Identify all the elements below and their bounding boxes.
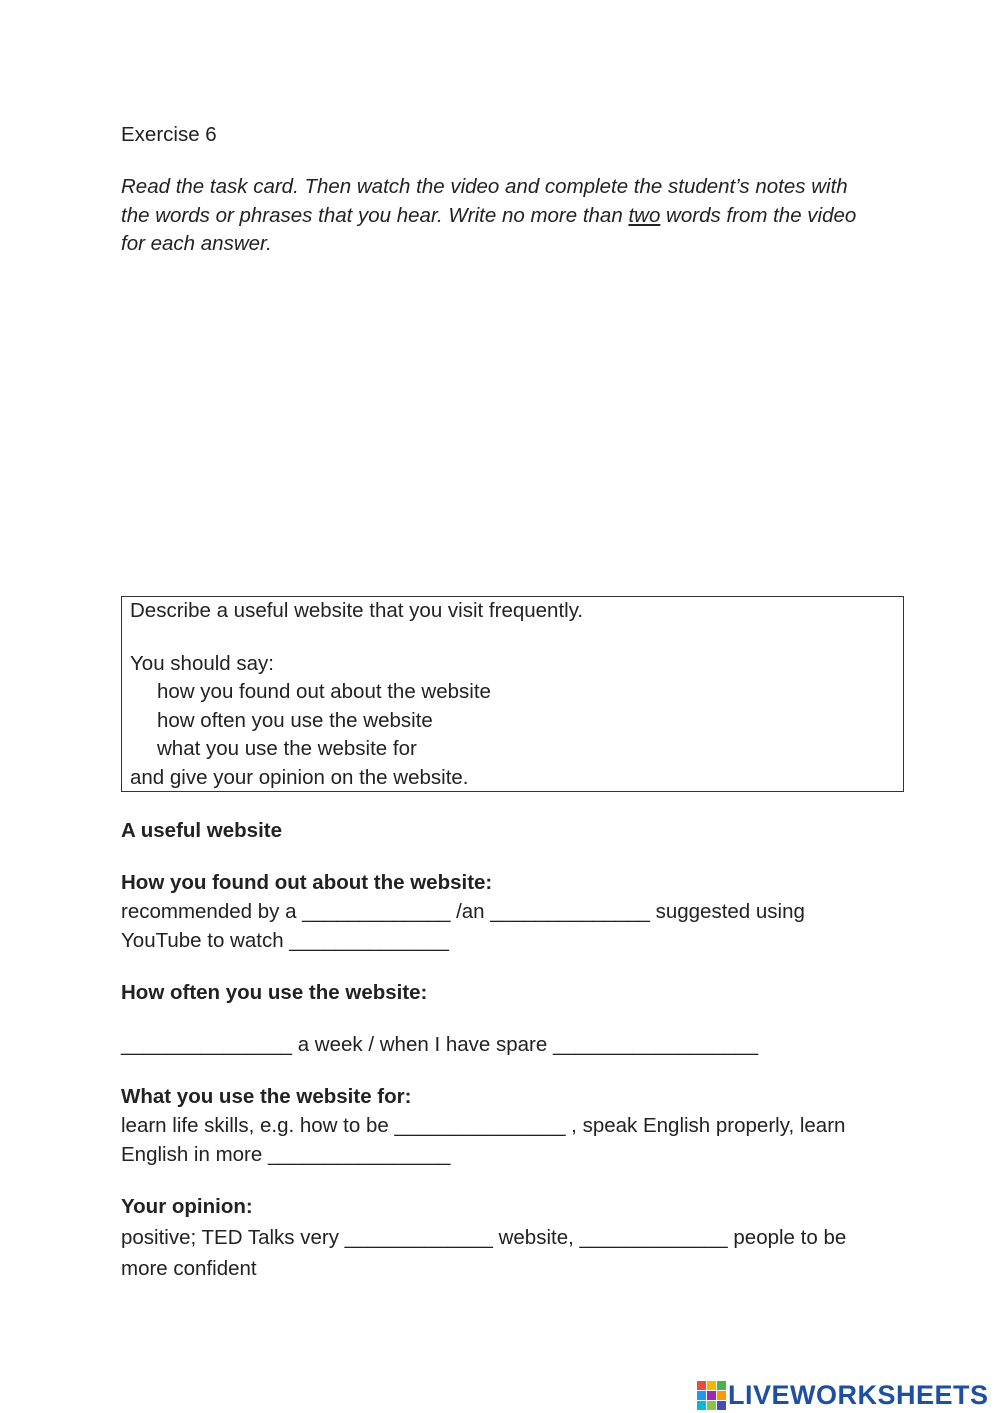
task-card-point: how you found out about the website (157, 680, 491, 703)
use-line-1: learn life skills, e.g. how to be _______________ , speak English properly, learn (121, 1114, 846, 1137)
instructions-text-2: words from the video for each answer. (121, 203, 857, 255)
task-card-prompt: Describe a useful website that you visit frequently. (130, 599, 584, 622)
exercise-instructions (121, 173, 881, 259)
opinion-line-2: more confident (121, 1257, 257, 1280)
logo-square (707, 1381, 716, 1390)
logo-square (697, 1381, 706, 1390)
liveworksheets-logo-text: LIVEWORKSHEETS (728, 1379, 989, 1410)
liveworksheets-logo-icon (697, 1381, 726, 1410)
logo-square (707, 1391, 716, 1400)
liveworksheets-logo (697, 1378, 989, 1412)
task-card (121, 596, 904, 792)
logo-square (717, 1381, 726, 1390)
use-heading: What you use the website for: (121, 1085, 412, 1108)
exercise-title: Exercise 6 (121, 123, 217, 146)
instructions-underlined-word: two (628, 203, 661, 227)
found-line-2: YouTube to watch ______________ (121, 929, 449, 952)
task-card-point: what you use the website for (157, 737, 417, 760)
task-card-closing: and give your opinion on the website. (130, 766, 469, 789)
found-line-1: recommended by a _____________ /an ______________ suggested using (121, 900, 805, 923)
task-card-point: how often you use the website (157, 709, 433, 732)
notes-title: A useful website (121, 819, 282, 842)
often-line-1: _______________ a week / when I have spare __________________ (121, 1033, 759, 1056)
use-line-2: English in more ________________ (121, 1143, 451, 1166)
opinion-line-1: positive; TED Talks very _____________ website, _____________ people to be (121, 1226, 847, 1249)
task-card-should-say: You should say: (130, 652, 274, 675)
logo-square (717, 1391, 726, 1400)
often-heading: How often you use the website: (121, 981, 428, 1004)
found-heading: How you found out about the website: (121, 871, 493, 894)
logo-square (697, 1401, 706, 1410)
instructions-text-1: Read the task card. Then watch the video and complete the student’s notes with the words or phrases that you hear. Write no more than (121, 175, 848, 227)
logo-square (697, 1391, 706, 1400)
opinion-heading: Your opinion: (121, 1195, 253, 1218)
logo-square (707, 1401, 716, 1410)
logo-square (717, 1401, 726, 1410)
